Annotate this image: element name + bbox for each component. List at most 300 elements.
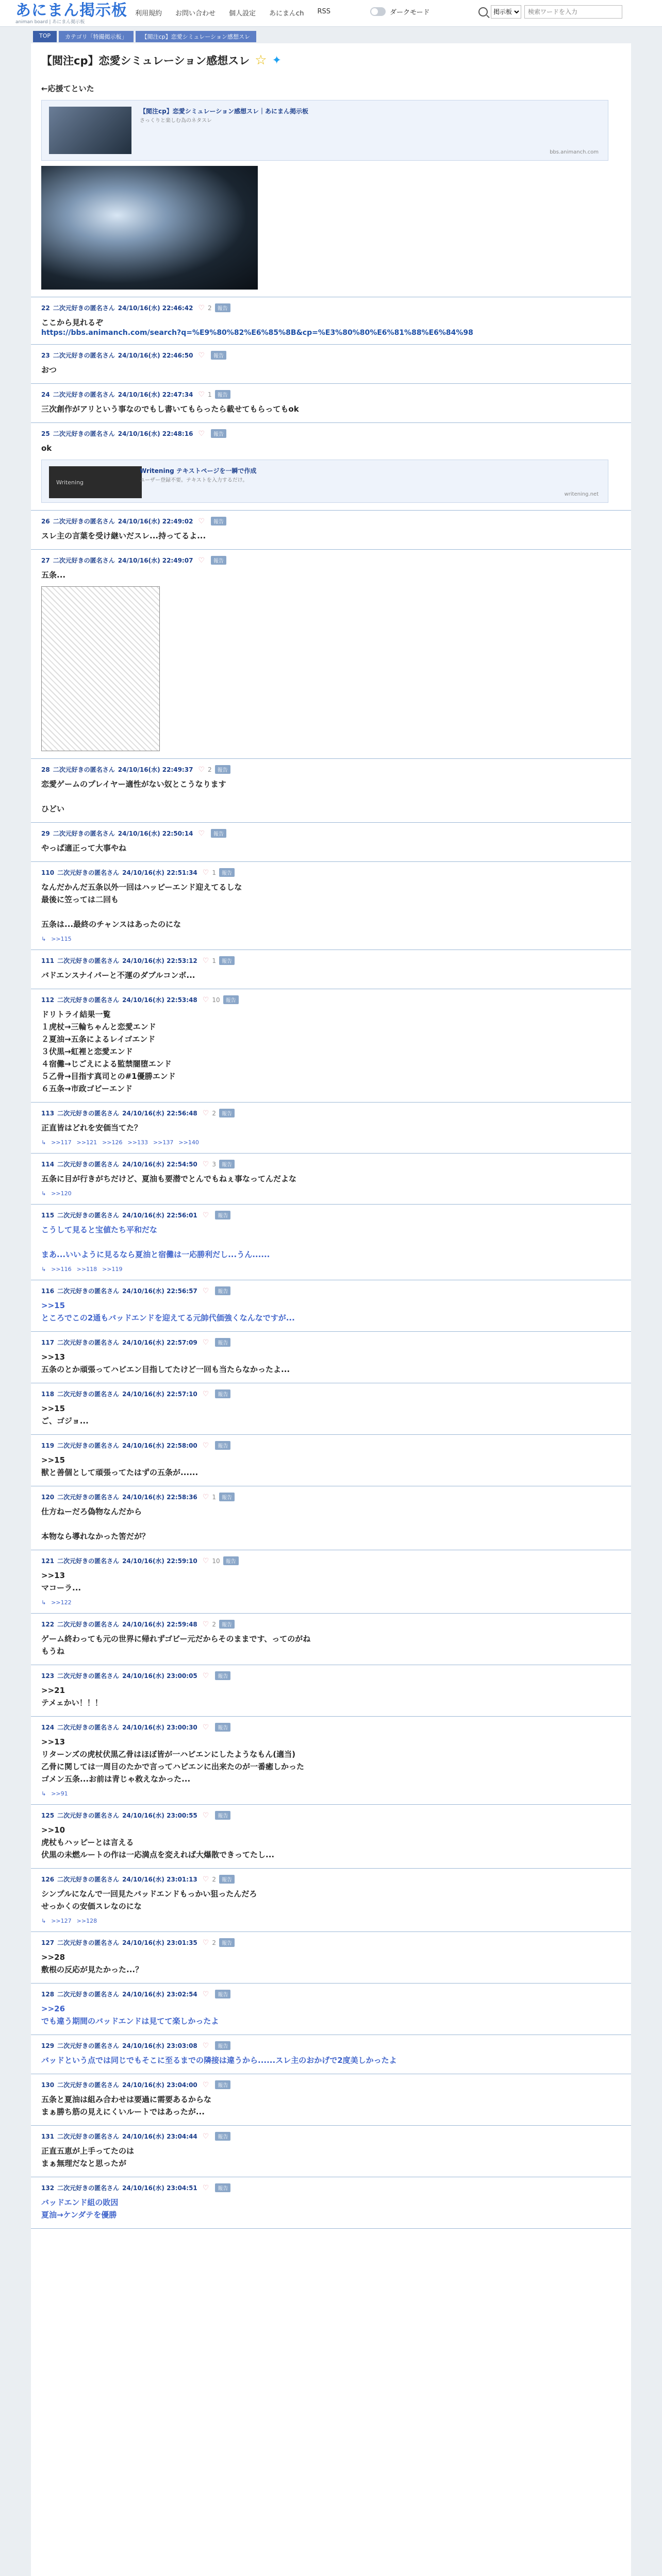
card-url: bbs.animanch.com (550, 149, 599, 155)
post (31, 1665, 631, 1717)
post-body: >>10 虎杖もハッピーとは言える 伏黒の未燃ルートの作は一応満点を変えれば大爆散できってたし... (41, 1825, 275, 1859)
heart-icon[interactable]: ♡ (202, 1211, 209, 1219)
link-card[interactable] (41, 460, 608, 503)
heart-icon[interactable]: ♡ (202, 1109, 209, 1117)
link-card[interactable] (41, 100, 608, 161)
report-button[interactable]: 報告 (211, 556, 226, 565)
heart-icon[interactable]: ♡ (202, 1389, 209, 1398)
post-body: スレ主の言葉を受け継いだスレ...持ってるよ... (41, 531, 206, 540)
post-body: 五条に目が行きがちだけど、夏油も要潜でとんでもねぇ事なってんだよな (41, 1174, 297, 1183)
post-number[interactable]: 126 (41, 1875, 55, 1883)
report-button[interactable]: 報告 (215, 1389, 230, 1398)
reply-link[interactable]: >>140 (178, 1139, 199, 1146)
post (31, 989, 631, 1103)
post-body: 五条... (41, 570, 66, 580)
reply-list (41, 1139, 621, 1146)
reply-icon: ↳ (41, 1266, 46, 1273)
post-author: 二次元好きの匿名さん (53, 352, 115, 359)
post-number[interactable]: 25 (41, 430, 50, 437)
heart-icon[interactable]: ♡ (202, 1723, 209, 1732)
post-meta (41, 517, 621, 526)
nav-item-contact[interactable]: お問い合わせ (175, 10, 216, 18)
post-meta (41, 429, 621, 438)
nav-item-terms[interactable]: 利用規約 (135, 10, 162, 18)
heart-icon[interactable]: ♡ (198, 390, 205, 399)
post-number[interactable]: 23 (41, 351, 50, 359)
post-author: 二次元好きの匿名さん (57, 1812, 120, 1819)
post-meta (41, 1493, 621, 1501)
post-number[interactable]: 122 (41, 1620, 55, 1628)
post-meta (41, 995, 621, 1004)
post-body: バッドという点では同じでもそこに至るまでの隣接は違うから......スレ主のおかげで2度美しかったよ (41, 2056, 397, 2065)
post-number[interactable]: 27 (41, 556, 50, 564)
post-body: ←応援てといた (41, 84, 94, 93)
post-body: ドリトライ結果一覧 １虎杖→三輪ちゃんと恋愛エンド ２夏油→五条によるレイゴエンド ３伏黒→虹裡と恋愛エンド ４宿儺→じごえによる監禁闇堕エンド ５乙骨→目指す真司との#1優勝エンド ６五条→市政ゴビーエンド (41, 1010, 176, 1093)
post-author: 二次元好きの匿名さん (53, 304, 115, 312)
post-body: バドエンスナイパーと不運のダブルコンボ... (41, 971, 195, 980)
report-button[interactable]: 報告 (215, 1286, 230, 1295)
reply-link[interactable]: >>116 (51, 1266, 72, 1273)
reply-icon: ↳ (41, 1190, 46, 1197)
like-count: 1 (208, 391, 212, 398)
post-body: ここから見れるぞ (41, 318, 104, 327)
post-meta (41, 2183, 621, 2192)
post-list (31, 72, 631, 2229)
heart-icon[interactable]: ♡ (202, 2132, 209, 2141)
post (31, 1932, 631, 1984)
post-body: ゲーム終わっても元の世界に帰れずゴビー元だからそのままです、ってのがね もうね (41, 1634, 311, 1656)
search-icon[interactable] (478, 7, 488, 16)
heart-icon[interactable]: ♡ (202, 956, 209, 965)
like-count: 2 (212, 1620, 216, 1628)
post-number[interactable]: 117 (41, 1338, 55, 1346)
post-meta (41, 303, 621, 312)
post-body: >>13 リターンズの虎杖伏黒乙骨はほぼ皆が一ハピエンにしたようなもん(適当) 乙骨に関しては一周目のたかで言ってハピエンに出来たのが一番癒しかった ゴメン五条...お前は青じゃ救えなかった... (41, 1737, 305, 1784)
heart-icon[interactable]: ♡ (202, 1938, 209, 1947)
card-url: writening.net (564, 492, 599, 497)
reply-link[interactable]: >>115 (51, 936, 72, 942)
post-meta (41, 1338, 621, 1347)
post-meta (41, 1723, 621, 1732)
post-image[interactable] (41, 166, 258, 290)
post-meta (41, 1441, 621, 1450)
post-meta (41, 2041, 621, 2050)
post-number[interactable]: 131 (41, 2132, 55, 2140)
report-button[interactable]: 報告 (219, 1109, 235, 1117)
post-number[interactable]: 115 (41, 1211, 55, 1219)
heart-icon[interactable]: ♡ (198, 429, 205, 438)
post-body: >>21 テメェかい！！！ (41, 1686, 103, 1707)
reply-link[interactable]: >>117 (51, 1139, 72, 1146)
post-date: 24/10/16(水) 22:59:10 (122, 1557, 197, 1565)
report-button[interactable]: 報告 (211, 429, 226, 438)
post-number[interactable]: 24 (41, 391, 50, 398)
dark-mode-toggle[interactable] (370, 7, 429, 16)
post-meta (41, 1556, 621, 1565)
post-author: 二次元好きの匿名さん (57, 869, 120, 876)
post-author: 二次元好きの匿名さん (57, 1339, 120, 1346)
report-button[interactable]: 報告 (211, 517, 226, 526)
post-number[interactable]: 132 (41, 2184, 55, 2192)
post-author: 二次元好きの匿名さん (57, 1442, 120, 1449)
heart-icon[interactable]: ♡ (202, 2080, 209, 2089)
post-meta (41, 765, 621, 774)
reply-icon: ↳ (41, 1139, 46, 1146)
reply-link[interactable]: >>133 (127, 1139, 148, 1146)
post (31, 2126, 631, 2177)
reply-link[interactable]: >>128 (76, 1918, 97, 1924)
post (31, 823, 631, 862)
post-date: 24/10/16(水) 22:58:36 (122, 1494, 197, 1501)
post-date: 24/10/16(水) 22:58:00 (122, 1442, 197, 1449)
search-bar (478, 5, 622, 19)
heart-icon[interactable]: ♡ (198, 303, 205, 312)
post-date: 24/10/16(水) 22:48:16 (118, 430, 193, 437)
post-meta (41, 1620, 621, 1629)
report-button[interactable]: 報告 (219, 1938, 235, 1947)
post-date: 24/10/16(水) 22:59:48 (122, 1621, 197, 1628)
post-date: 24/10/16(水) 23:04:00 (122, 2081, 197, 2089)
heart-icon[interactable]: ♡ (202, 2041, 209, 2050)
post-meta (41, 1938, 621, 1947)
post-meta (41, 1109, 621, 1117)
post-date: 24/10/16(水) 22:49:02 (118, 518, 193, 525)
post-author: 二次元好きの匿名さん (53, 766, 115, 773)
reply-list (41, 1190, 621, 1197)
heart-icon[interactable]: ♡ (202, 1875, 209, 1884)
post-body: >>15 ご、ゴジョ... (41, 1404, 89, 1426)
post (31, 1984, 631, 2035)
search-scope-select[interactable] (491, 5, 521, 19)
post-meta (41, 1160, 621, 1168)
reply-list (41, 1266, 621, 1273)
heart-icon[interactable]: ♡ (202, 1493, 209, 1501)
post-author: 二次元好きの匿名さん (57, 1991, 120, 1998)
post-author: 二次元好きの匿名さん (57, 957, 120, 964)
post-author: 二次元好きの匿名さん (57, 2081, 120, 2089)
post-number[interactable]: 116 (41, 1287, 55, 1295)
report-button[interactable]: 報告 (219, 1875, 235, 1884)
post (31, 2035, 631, 2074)
post-body: 仕方ねーだろ偽物なんだから 本物なら導れなかった筈だが？ (41, 1507, 150, 1541)
post-body: やっぱ適正って大事やね (41, 843, 127, 853)
report-button[interactable]: 報告 (215, 303, 230, 312)
heart-icon[interactable]: ♡ (202, 1671, 209, 1680)
heart-icon[interactable]: ♡ (202, 868, 209, 877)
heart-icon[interactable]: ♡ (202, 1556, 209, 1565)
post (31, 1805, 631, 1869)
reply-link[interactable]: >>127 (51, 1918, 72, 1924)
post-author: 二次元好きの匿名さん (57, 1494, 120, 1501)
report-button[interactable]: 報告 (215, 1338, 230, 1347)
breadcrumb-category[interactable]: カテゴリ「特撮掲示板」 (59, 31, 134, 42)
report-button[interactable]: 報告 (215, 1990, 230, 1998)
heart-icon[interactable]: ♡ (198, 556, 205, 565)
post (31, 72, 631, 297)
post-body: バッドエンド組の敗因 夏油→ケンダテを優勝 (41, 2198, 119, 2219)
reply-link[interactable]: >>91 (51, 1790, 68, 1797)
post-body: 五条と夏油は組み合わせは要過に需要あるからな まぁ勝ち筋の見えにくいルートではあったが... (41, 2095, 212, 2116)
header-nav (135, 8, 330, 18)
post-date: 24/10/16(水) 22:56:48 (122, 1110, 197, 1117)
post-body: >>26 でも違う期間のバッドエンドは見てて楽しかったよ (41, 2004, 219, 2026)
site-header (0, 0, 662, 27)
report-button[interactable]: 報告 (219, 1493, 235, 1501)
card-desc: ユーザー登録不要。テキストを入力するだけ。 (140, 478, 248, 483)
like-count: 1 (212, 957, 216, 964)
heart-icon[interactable]: ♡ (202, 1441, 209, 1450)
card-thumbnail: Writening (49, 466, 142, 498)
post-number[interactable]: 26 (41, 517, 50, 525)
post-date: 24/10/16(水) 22:56:01 (122, 1212, 197, 1219)
post-number[interactable]: 124 (41, 1723, 55, 1731)
post-body: こうして見ると宝値たち平和だな まあ...いいように見るなら夏油と宿儺は一応勝利だし...うん...... (41, 1225, 270, 1259)
post-date: 24/10/16(水) 22:46:50 (118, 352, 193, 359)
post (31, 297, 631, 345)
post-meta (41, 1875, 621, 1884)
report-button[interactable]: 報告 (211, 829, 226, 838)
post-date: 24/10/16(水) 23:01:35 (122, 1939, 197, 1946)
heart-icon[interactable]: ♡ (202, 2183, 209, 2192)
report-button[interactable]: 報告 (215, 390, 230, 399)
post-date: 24/10/16(水) 22:49:07 (118, 557, 193, 564)
reply-list (41, 1918, 621, 1924)
post-number[interactable]: 127 (41, 1939, 55, 1946)
report-button[interactable]: 報告 (223, 1556, 239, 1565)
post-image[interactable] (41, 586, 160, 751)
like-count: 10 (212, 996, 220, 1004)
post-date: 24/10/16(水) 23:01:13 (122, 1876, 197, 1883)
post-meta (41, 351, 621, 360)
post-author: 二次元好きの匿名さん (57, 1939, 120, 1946)
nav-item-animanch[interactable]: あにまんch (269, 10, 304, 18)
post-meta (41, 1811, 621, 1820)
heart-icon[interactable]: ♡ (198, 517, 205, 526)
post-author: 二次元好きの匿名さん (57, 1212, 120, 1219)
report-button[interactable]: 報告 (215, 1671, 230, 1680)
post-author: 二次元好きの匿名さん (53, 430, 115, 437)
post-author: 二次元好きの匿名さん (57, 1672, 120, 1680)
post-body: ok (41, 444, 52, 453)
post-number[interactable]: 111 (41, 957, 55, 964)
heart-icon[interactable]: ♡ (202, 995, 209, 1004)
post-number[interactable]: 114 (41, 1160, 55, 1168)
post-meta (41, 829, 621, 838)
post-number[interactable]: 29 (41, 829, 50, 837)
post-meta (41, 956, 621, 965)
card-desc: さっくりと楽しむ為のネタスレ (140, 118, 212, 124)
report-button[interactable]: 報告 (211, 351, 226, 360)
reply-icon: ↳ (41, 1918, 46, 1924)
post (31, 1550, 631, 1614)
breadcrumb-home[interactable]: TOP (33, 31, 57, 42)
reply-link[interactable]: >>118 (76, 1266, 97, 1273)
heart-icon[interactable]: ♡ (202, 1620, 209, 1629)
post-author: 二次元好きの匿名さん (57, 1876, 120, 1883)
star-icon[interactable]: ☆ (255, 53, 267, 68)
post-number[interactable]: 112 (41, 996, 55, 1004)
post (31, 511, 631, 550)
post-number[interactable]: 121 (41, 1557, 55, 1565)
post (31, 423, 631, 511)
post-number[interactable]: 129 (41, 2042, 55, 2049)
post (31, 862, 631, 950)
post (31, 1280, 631, 1332)
post-link[interactable]: https://bbs.animanch.com/search?q=%E9%80%82%E6%85%8B&cp=%E3%80%80%E6%81%88%E6%84%98 (41, 329, 473, 337)
post (31, 2177, 631, 2229)
post-author: 二次元好きの匿名さん (57, 1557, 120, 1565)
post-date: 24/10/16(水) 22:49:37 (118, 766, 193, 773)
post-author: 二次元好きの匿名さん (57, 2042, 120, 2049)
post-date: 24/10/16(水) 23:00:55 (122, 1812, 197, 1819)
twitter-icon[interactable]: ✦ (272, 54, 282, 67)
post-date: 24/10/16(水) 22:57:10 (122, 1391, 197, 1398)
post (31, 759, 631, 823)
heart-icon[interactable]: ♡ (202, 1160, 209, 1168)
logo-text[interactable]: あにまん掲示板 (15, 2, 127, 19)
post (31, 1103, 631, 1154)
heart-icon[interactable]: ♡ (198, 829, 205, 838)
post-author: 二次元好きの匿名さん (53, 518, 115, 525)
post-body: >>13 五条のとか頑張ってハピエン目指してたけど一回も当たらなかったよ... (41, 1352, 290, 1374)
post-meta (41, 1671, 621, 1680)
like-count: 1 (212, 1493, 216, 1501)
like-count: 2 (212, 1875, 216, 1883)
thread-container (31, 43, 631, 2576)
like-count: 2 (208, 766, 212, 773)
post-date: 24/10/16(水) 22:57:09 (122, 1339, 197, 1346)
post-body: 正直皆はどれを安価当てた？ (41, 1123, 142, 1132)
heart-icon[interactable]: ♡ (202, 1286, 209, 1295)
post (31, 384, 631, 423)
like-count: 3 (212, 1160, 216, 1168)
post-number[interactable]: 113 (41, 1109, 55, 1117)
like-count: 2 (212, 1109, 216, 1117)
reply-link[interactable]: >>119 (102, 1266, 123, 1273)
post-date: 24/10/16(水) 23:00:05 (122, 1672, 197, 1680)
nav-item-settings[interactable]: 個人設定 (229, 10, 256, 18)
reply-icon: ↳ (41, 936, 46, 942)
post-meta (41, 2080, 621, 2089)
report-button[interactable]: 報告 (215, 1723, 230, 1732)
post-body: シンプルになんで一回見たバッドエンドもっかい狙ったんだろ せっかくの安価スレなのにな (41, 1889, 257, 1911)
post-date: 24/10/16(水) 23:02:54 (122, 1991, 197, 1998)
post-author: 二次元好きの匿名さん (57, 1724, 120, 1731)
post (31, 1717, 631, 1805)
report-button[interactable]: 報告 (215, 765, 230, 774)
report-button[interactable]: 報告 (223, 995, 239, 1004)
report-button[interactable]: 報告 (219, 956, 235, 965)
search-input[interactable] (524, 5, 622, 19)
report-button[interactable]: 報告 (215, 1441, 230, 1450)
post-number[interactable]: 120 (41, 1493, 55, 1501)
toggle-switch[interactable] (370, 7, 386, 16)
post-number[interactable]: 110 (41, 869, 55, 876)
post-number[interactable]: 28 (41, 766, 50, 773)
post-author: 二次元好きの匿名さん (57, 1161, 120, 1168)
site-logo[interactable] (15, 2, 127, 25)
reply-link[interactable]: >>122 (51, 1599, 72, 1606)
nav-item-rss[interactable]: RSS (317, 8, 330, 15)
report-button[interactable]: 報告 (215, 2132, 230, 2141)
post-number[interactable]: 22 (41, 304, 50, 312)
report-button[interactable]: 報告 (215, 1811, 230, 1820)
post-body: 三次創作がアリという事なのでもし書いてもらったら載せてもらってもok (41, 404, 299, 414)
post-number[interactable]: 128 (41, 1990, 55, 1998)
post-date: 24/10/16(水) 22:50:14 (118, 830, 193, 837)
post-number[interactable]: 118 (41, 1390, 55, 1398)
report-button[interactable]: 報告 (219, 868, 235, 877)
post-meta (41, 556, 621, 565)
card-title: 【閲注cp】恋愛シミュレーション感想スレ｜あにまん掲示板 (140, 108, 308, 115)
reply-link[interactable]: >>121 (76, 1139, 97, 1146)
post-number[interactable]: 123 (41, 1672, 55, 1680)
report-button[interactable]: 報告 (215, 1211, 230, 1219)
post (31, 950, 631, 989)
thread-header (31, 43, 631, 72)
post-meta (41, 1286, 621, 1295)
post (31, 1614, 631, 1665)
report-button[interactable]: 報告 (215, 2080, 230, 2089)
post-author: 二次元好きの匿名さん (53, 391, 115, 398)
post-date: 24/10/16(水) 23:00:30 (122, 1724, 197, 1731)
heart-icon[interactable]: ♡ (202, 1990, 209, 1998)
post-body: >>28 敷根の反応が見たかった...？ (41, 1953, 143, 1974)
report-button[interactable]: 報告 (219, 1160, 235, 1168)
heart-icon[interactable]: ♡ (198, 351, 205, 360)
reply-link[interactable]: >>126 (102, 1139, 123, 1146)
post-number[interactable]: 119 (41, 1442, 55, 1449)
breadcrumb-thread[interactable]: 【閲注cp】恋愛シミュレーション感想スレ (136, 31, 256, 42)
post (31, 1869, 631, 1932)
post-body: なんだかんだ五条以外一回はハッピーエンド迎えてるしな 最後に笠っては二回も 五条は...最終のチャンスはあったのにな (41, 883, 242, 929)
post-meta (41, 1389, 621, 1398)
post-number[interactable]: 130 (41, 2081, 55, 2089)
report-button[interactable]: 報告 (215, 2183, 230, 2192)
post-author: 二次元好きの匿名さん (57, 1621, 120, 1628)
post-body: おつ (41, 365, 57, 375)
breadcrumb (33, 31, 256, 42)
post (31, 1383, 631, 1435)
reply-list (41, 1790, 621, 1797)
heart-icon[interactable]: ♡ (202, 1811, 209, 1820)
reply-list (41, 1599, 621, 1606)
post-date: 24/10/16(水) 22:47:34 (118, 391, 193, 398)
post-number[interactable]: 125 (41, 1811, 55, 1819)
post-date: 24/10/16(水) 22:53:48 (122, 996, 197, 1004)
post-author: 二次元好きの匿名さん (53, 557, 115, 564)
dark-mode-label: ダークモード (390, 9, 430, 16)
post (31, 1435, 631, 1486)
post-author: 二次元好きの匿名さん (57, 1391, 120, 1398)
like-count: 2 (212, 1939, 216, 1946)
post-body: >>15 ところでこの2通もバッドエンドを迎えてる元帥代価強くなんなですが... (41, 1301, 295, 1323)
heart-icon[interactable]: ♡ (202, 1338, 209, 1347)
post (31, 345, 631, 384)
reply-link[interactable]: >>120 (51, 1190, 72, 1197)
logo-subtext: animan board | あにまん掲示板 (15, 20, 85, 25)
heart-icon[interactable]: ♡ (198, 765, 205, 774)
report-button[interactable]: 報告 (215, 2041, 230, 2050)
post (31, 1486, 631, 1550)
report-button[interactable]: 報告 (219, 1620, 235, 1629)
post (31, 1332, 631, 1383)
post-date: 24/10/16(水) 22:54:50 (122, 1161, 197, 1168)
reply-icon: ↳ (41, 1599, 46, 1606)
post-meta (41, 390, 621, 399)
reply-link[interactable]: >>137 (153, 1139, 174, 1146)
post (31, 1205, 631, 1280)
